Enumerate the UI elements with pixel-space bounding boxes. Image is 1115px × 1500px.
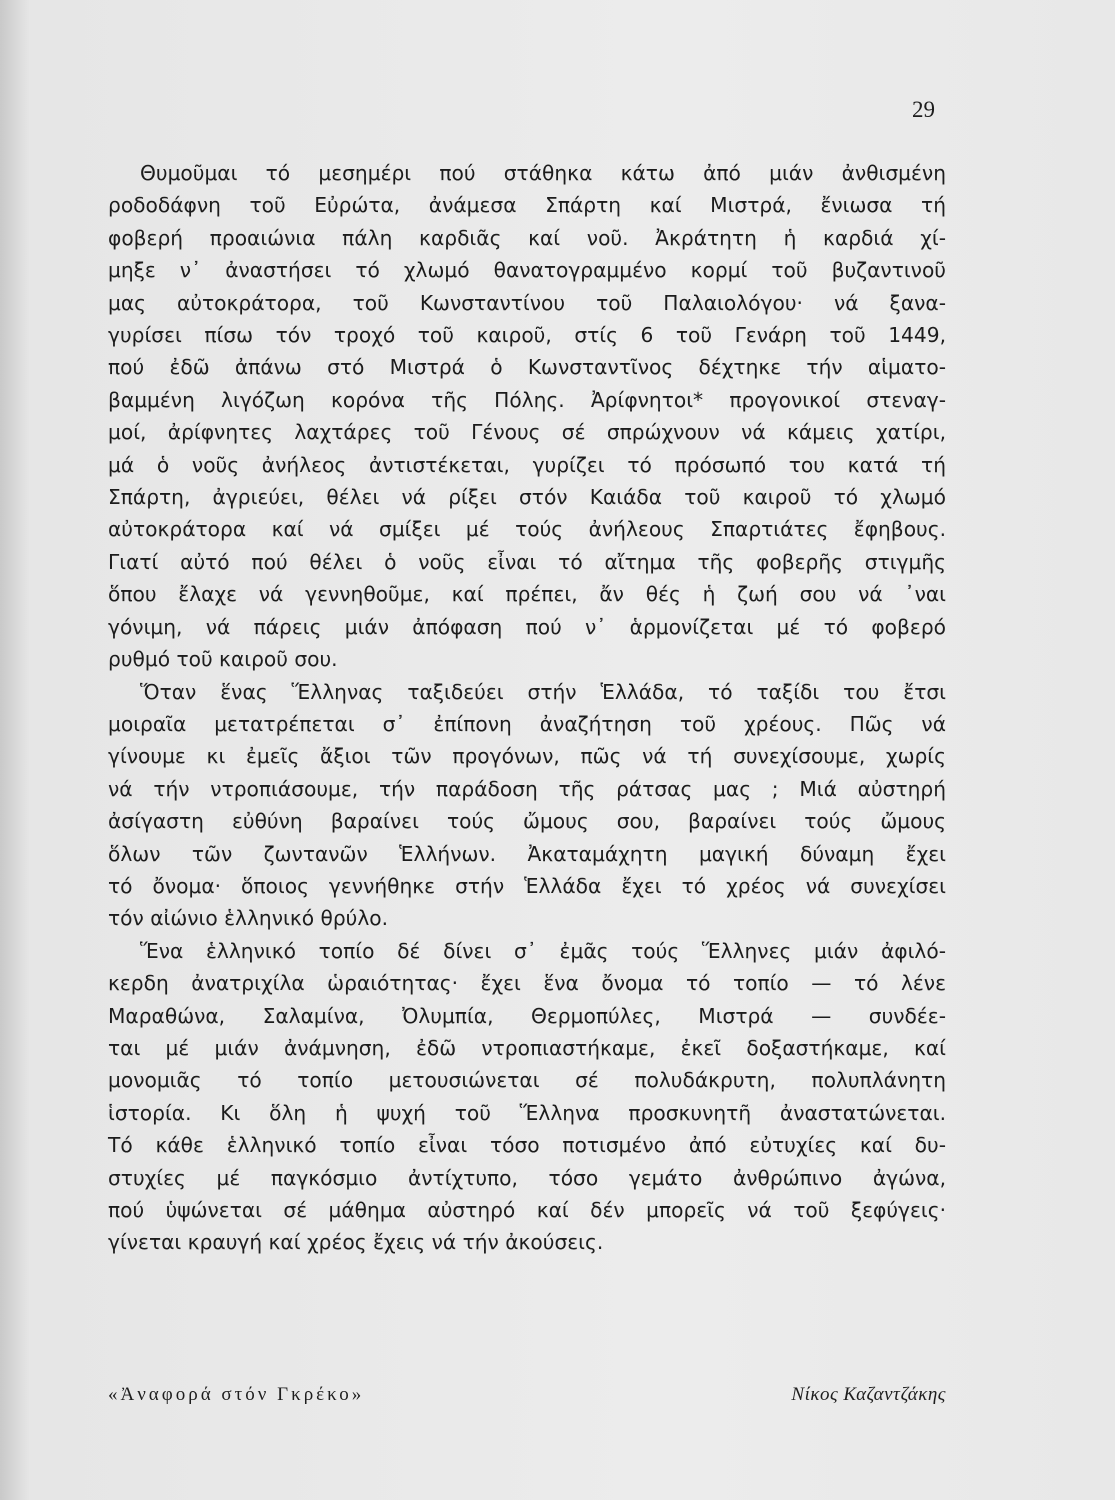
text-line: ροδοδάφνη τοῦ Εὐρώτα, ἀνάμεσα Σπάρτη καί Μιστρά, ἔνιωσα τή xyxy=(108,193,946,218)
text-line: Γιατί αὐτό πού θέλει ὁ νοῦς εἶναι τό αἴτημα τῆς φοβερῆς στιγμῆς xyxy=(108,549,946,574)
text-line: φοβερή προαιώνια πάλη καρδιᾶς καί νοῦ. Ἀκράτητη ἡ καρδιά χί- xyxy=(108,225,946,250)
text-line: κερδη ἀνατριχίλα ὡραιότητας· ἔχει ἕνα ὄνομα τό τοπίο — τό λένε xyxy=(108,971,946,996)
text-line: μηξε ν᾿ ἀναστήσει τό χλωμό θανατογραμμένο κορμί τοῦ βυζαντινοῦ xyxy=(108,258,946,283)
text-line: μοί, ἀρίφνητες λαχτάρες τοῦ Γένους σέ σπρώχνουν νά κάμεις χατίρι, xyxy=(108,420,946,445)
text-line: μονομιᾶς τό τοπίο μετουσιώνεται σέ πολυδάκρυτη, πολυπλάνητη xyxy=(108,1068,946,1093)
text-line: μας αὐτοκράτορα, τοῦ Κωνσταντίνου τοῦ Παλαιολόγου· νά ξανα- xyxy=(108,290,946,315)
text-line: Ὅταν ἕνας Ἕλληνας ταξιδεύει στήν Ἑλλάδα, τό ταξίδι του ἔτσι xyxy=(140,679,946,704)
author-name: Νίκος Καζαντζάκης xyxy=(791,1384,946,1405)
text-line: ἀσίγαστη εὐθύνη βαραίνει τούς ὤμους σου, βαραίνει τούς ὤμους xyxy=(108,809,946,834)
text-line: Μαραθώνα, Σαλαμίνα, Ὀλυμπία, Θερμοπύλες, Μιστρά — συνδέε- xyxy=(108,1003,946,1028)
text-line: αὐτοκράτορα καί νά σμίξει μέ τούς ἀνήλεους Σπαρτιάτες ἔφηβους. xyxy=(108,517,946,542)
page-number: 29 xyxy=(912,97,935,122)
paragraph-2 xyxy=(108,676,946,935)
text-line: μοιραῖα μετατρέπεται σ᾿ ἐπίπονη ἀναζήτηση τοῦ χρέους. Πῶς νά xyxy=(108,711,946,736)
text-line: ὅλων τῶν ζωντανῶν Ἑλλήνων. Ἀκαταμάχητη μαγική δύναμη ἔχει xyxy=(108,841,946,866)
text-line: ρυθμό τοῦ καιροῦ σου. xyxy=(108,647,338,672)
text-line: γίνουμε κι ἐμεῖς ἄξιοι τῶν προγόνων, πῶς νά τή συνεχίσουμε, χωρίς xyxy=(108,744,946,769)
text-line: νά τήν ντροπιάσουμε, τήν παράδοση τῆς ράτσας μας ; Μιά αὐστηρή xyxy=(108,776,946,801)
text-line: τό ὄνομα· ὅποιος γεννήθηκε στήν Ἑλλάδα ἔχει τό χρέος νά συνεχίσει xyxy=(108,873,946,898)
text-line: Τό κάθε ἑλληνικό τοπίο εἶναι τόσο ποτισμένο ἀπό εὐτυχίες καί δυ- xyxy=(108,1133,946,1158)
text-line: πού ὑψώνεται σέ μάθημα αὐστηρό καί δέν μπορεῖς νά τοῦ ξεφύγεις· xyxy=(108,1198,946,1222)
text-line: μά ὁ νοῦς ἀνήλεος ἀντιστέκεται, γυρίζει τό πρόσωπό του κατά τή xyxy=(108,452,946,477)
text-line: γόνιμη, νά πάρεις μιάν ἀπόφαση πού ν᾿ ἁρμονίζεται μέ τό φοβερό xyxy=(108,614,946,639)
paragraph-3 xyxy=(108,935,946,1259)
text-line: Σπάρτη, ἀγριεύει, θέλει νά ρίξει στόν Καιάδα τοῦ καιροῦ τό χλωμό xyxy=(108,485,946,510)
body-text xyxy=(108,157,946,1259)
paragraph-1 xyxy=(108,157,946,676)
text-line: ἱστορία. Κι ὅλη ἡ ψυχή τοῦ Ἕλληνα προσκυνητῆ ἀναστατώνεται. xyxy=(108,1100,946,1125)
text-line: ὅπου ἔλαχε νά γεννηθοῦμε, καί πρέπει, ἄν θές ἡ ζωή σου νά ᾿ναι xyxy=(108,582,946,607)
text-line: Θυμοῦμαι τό μεσημέρι πού στάθηκα κάτω ἀπό μιάν ἀνθισμένη xyxy=(140,161,946,185)
text-line: γυρίσει πίσω τόν τροχό τοῦ καιροῦ, στίς 6 τοῦ Γενάρη τοῦ 1449, xyxy=(108,323,946,348)
text-line: βαμμένη λιγόζωη κορόνα τῆς Πόλης. Ἀρίφνητοι* προγονικοί στεναγ- xyxy=(108,387,946,412)
text-line: ται μέ μιάν ἀνάμνηση, ἐδῶ ντροπιαστήκαμε, ἐκεῖ δοξαστήκαμε, καί xyxy=(108,1035,946,1060)
text-line: στυχίες μέ παγκόσμιο ἀντίχτυπο, τόσο γεμάτο ἀνθρώπινο ἀγώνα, xyxy=(108,1165,946,1190)
text-line: γίνεται κραυγή καί χρέος ἔχεις νά τήν ἀκούσεις. xyxy=(108,1230,604,1255)
text-line: πού ἐδῶ ἀπάνω στό Μιστρά ὁ Κωνσταντῖνος δέχτηκε τήν αἱματο- xyxy=(108,355,946,380)
source-title: «Ἀναφορά στόν Γκρέκο» xyxy=(108,1384,365,1405)
text-line: Ἕνα ἑλληνικό τοπίο δέ δίνει σ᾿ ἐμᾶς τούς Ἕλληνες μιάν ἀφιλό- xyxy=(140,938,946,963)
text-line: τόν αἰώνιο ἑλληνικό θρύλο. xyxy=(108,906,389,931)
